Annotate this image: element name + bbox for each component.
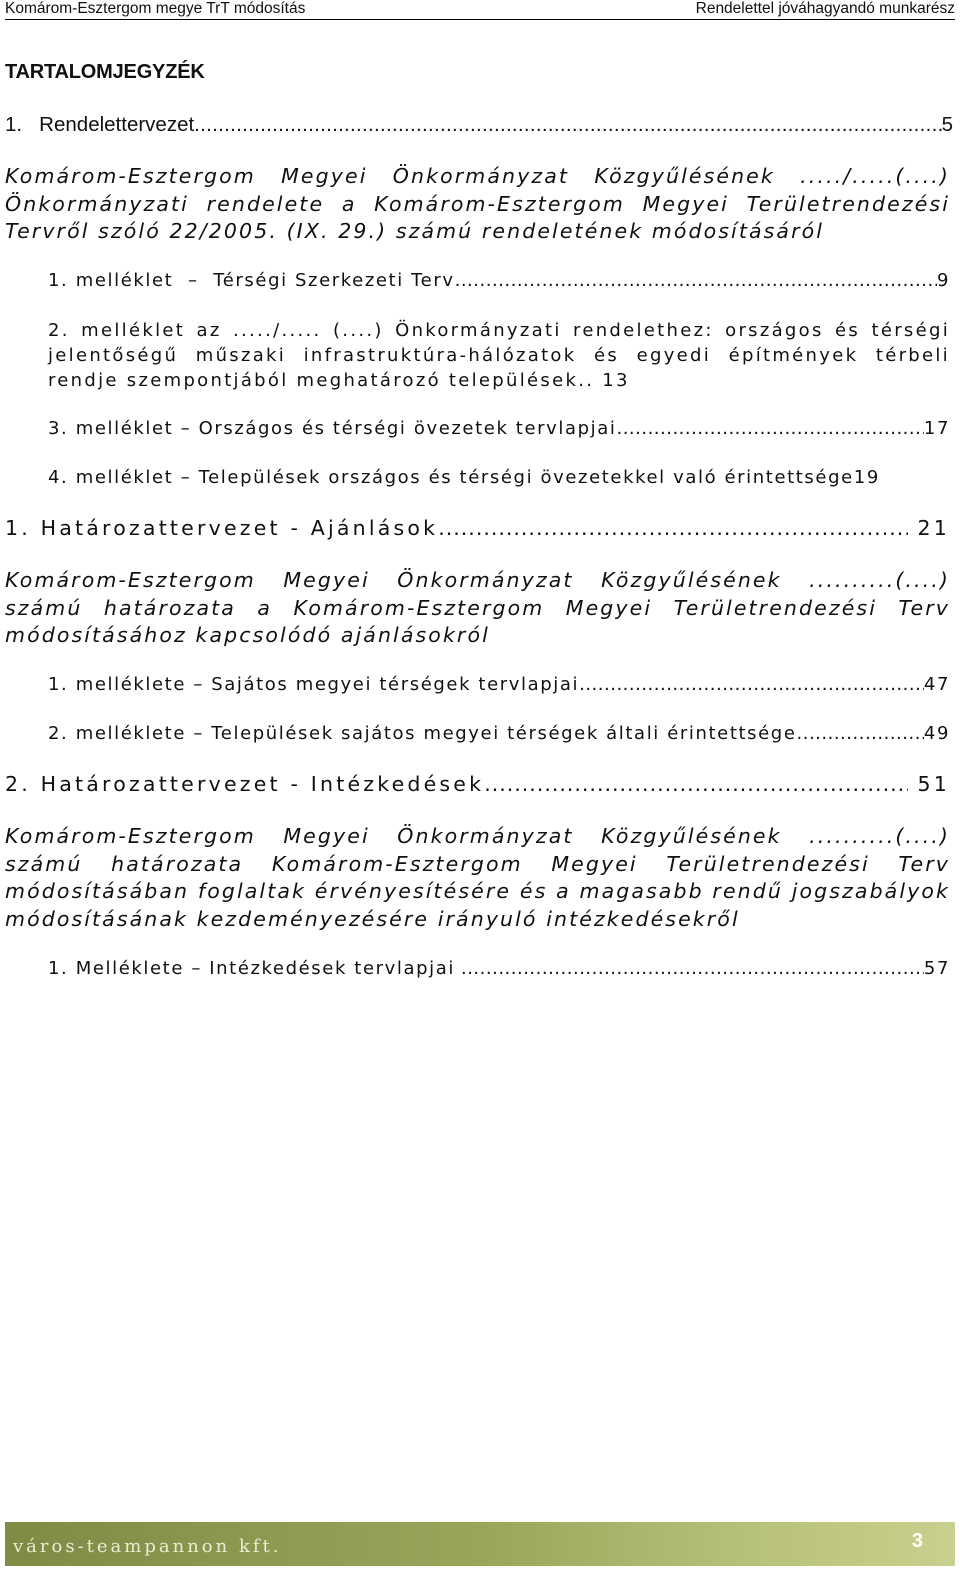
toc-leader-dots: [438, 516, 907, 540]
toc-entry-melleklet-2[interactable]: [48, 318, 950, 393]
toc-leader-dots: ..: [578, 370, 595, 391]
toc-page-number: 9: [936, 270, 950, 291]
toc-entry-melleklet-3[interactable]: [48, 418, 950, 439]
toc-page-number: 17: [923, 418, 950, 439]
page-header: [5, 0, 955, 20]
company-logo-text: város-teampannon kft.: [13, 1536, 282, 1557]
toc-entry-label: 1. Rendelettervezet: [5, 113, 195, 136]
toc-entry-label: 3. melléklet – Országos és térségi övezetek tervlapjai: [48, 418, 617, 439]
toc-leader-dots: [616, 418, 923, 439]
toc-section-heading-rendelet[interactable]: Komárom-Esztergom Megyei Önkormányzat Közgyűlésének ...../.....(....) Önkormányzati rendelete a Komárom-Esztergom Megyei Területrendezési Tervről szóló 22/2005. (IX. 29.) számú rendeletének módosításáról: [5, 164, 950, 243]
toc-title: TARTALOMJEGYZÉK: [5, 61, 205, 83]
toc-entry-label: 1. melléklete – Sajátos megyei térségek tervlapjai: [48, 674, 580, 695]
toc-section-heading-ajanlasok[interactable]: Komárom-Esztergom Megyei Önkormányzat Közgyűlésének ..........(....) számú határozata a Komárom-Esztergom Megyei Területrendezési Terv módosításához kapcsolódó ajánlásokról: [5, 568, 950, 647]
toc-entry-label: 1. Határozattervezet - Ajánlások: [5, 516, 439, 540]
header-document-title: Komárom-Esztergom megye TrT módosítás: [5, 0, 306, 17]
header-document-status: Rendelettel jóváhagyandó munkarész: [695, 0, 955, 17]
toc-entry-hatarozattervezet-intezkedesek[interactable]: [5, 772, 950, 796]
toc-entry-melleklet-4[interactable]: [48, 467, 950, 488]
toc-leader-dots: [461, 958, 924, 979]
toc-page-number: 19: [853, 467, 880, 488]
toc-entry-melleklet-1[interactable]: [48, 270, 950, 291]
toc-leader-dots: [579, 674, 924, 695]
toc-leader-dots: [455, 270, 937, 291]
toc-page-number: 5: [941, 113, 953, 136]
toc-leader-dots: [797, 723, 924, 744]
toc-page-number: 51: [917, 772, 950, 796]
toc-entry-label: 2. melléklete – Települések sajátos megyei térségek általi érintettsége: [48, 723, 797, 744]
toc-entry-mellekle-sajatos[interactable]: [48, 674, 950, 695]
toc-page-number: 49: [923, 723, 950, 744]
toc-entry-label: 1. melléklet – Térségi Szerkezeti Terv: [48, 270, 455, 291]
toc-page-number: 13: [602, 370, 630, 391]
toc-entry-label: 1. Melléklete – Intézkedések tervlapjai: [48, 958, 455, 979]
toc-leader-dots: [484, 772, 907, 796]
toc-leader-dots: [194, 113, 941, 137]
toc-page-number: 57: [923, 958, 950, 979]
toc-entry-hatarozattervezet-ajanlasok[interactable]: [5, 516, 950, 540]
toc-entry-mellekle-erintettseg[interactable]: [48, 723, 950, 744]
page-number: 3: [911, 1530, 923, 1552]
toc-entry-rendelettervezet[interactable]: [5, 113, 953, 137]
toc-page-number: 21: [917, 516, 950, 540]
toc-entry-label: 4. melléklet – Települések országos és térségi övezetekkel való érintettsége: [48, 467, 854, 488]
toc-page-number: 47: [923, 674, 950, 695]
toc-entry-mellekle-intezkedesek[interactable]: [48, 958, 950, 979]
toc-entry-label: 2. Határozattervezet - Intézkedések: [5, 772, 485, 796]
toc-entry-label: 2. melléklet az ...../..... (....) Önkormányzati rendelethez: országos és térségi jelentőségű műszaki infrastruktúra-hálózatok és egyedi építmények térbeli rendje szempontjából meghatározó települések: [48, 320, 950, 391]
toc-section-heading-intezkedesek[interactable]: Komárom-Esztergom Megyei Önkormányzat Közgyűlésének ..........(....) számú határozata Komárom-Esztergom Megyei Területrendezési Terv módosításában foglaltak érvényesítésére és a magasabb rendű jogszabályok módosításának kezdeményezésére irányuló intézkedésekről: [5, 824, 950, 931]
page-footer-bar: [5, 1522, 955, 1566]
